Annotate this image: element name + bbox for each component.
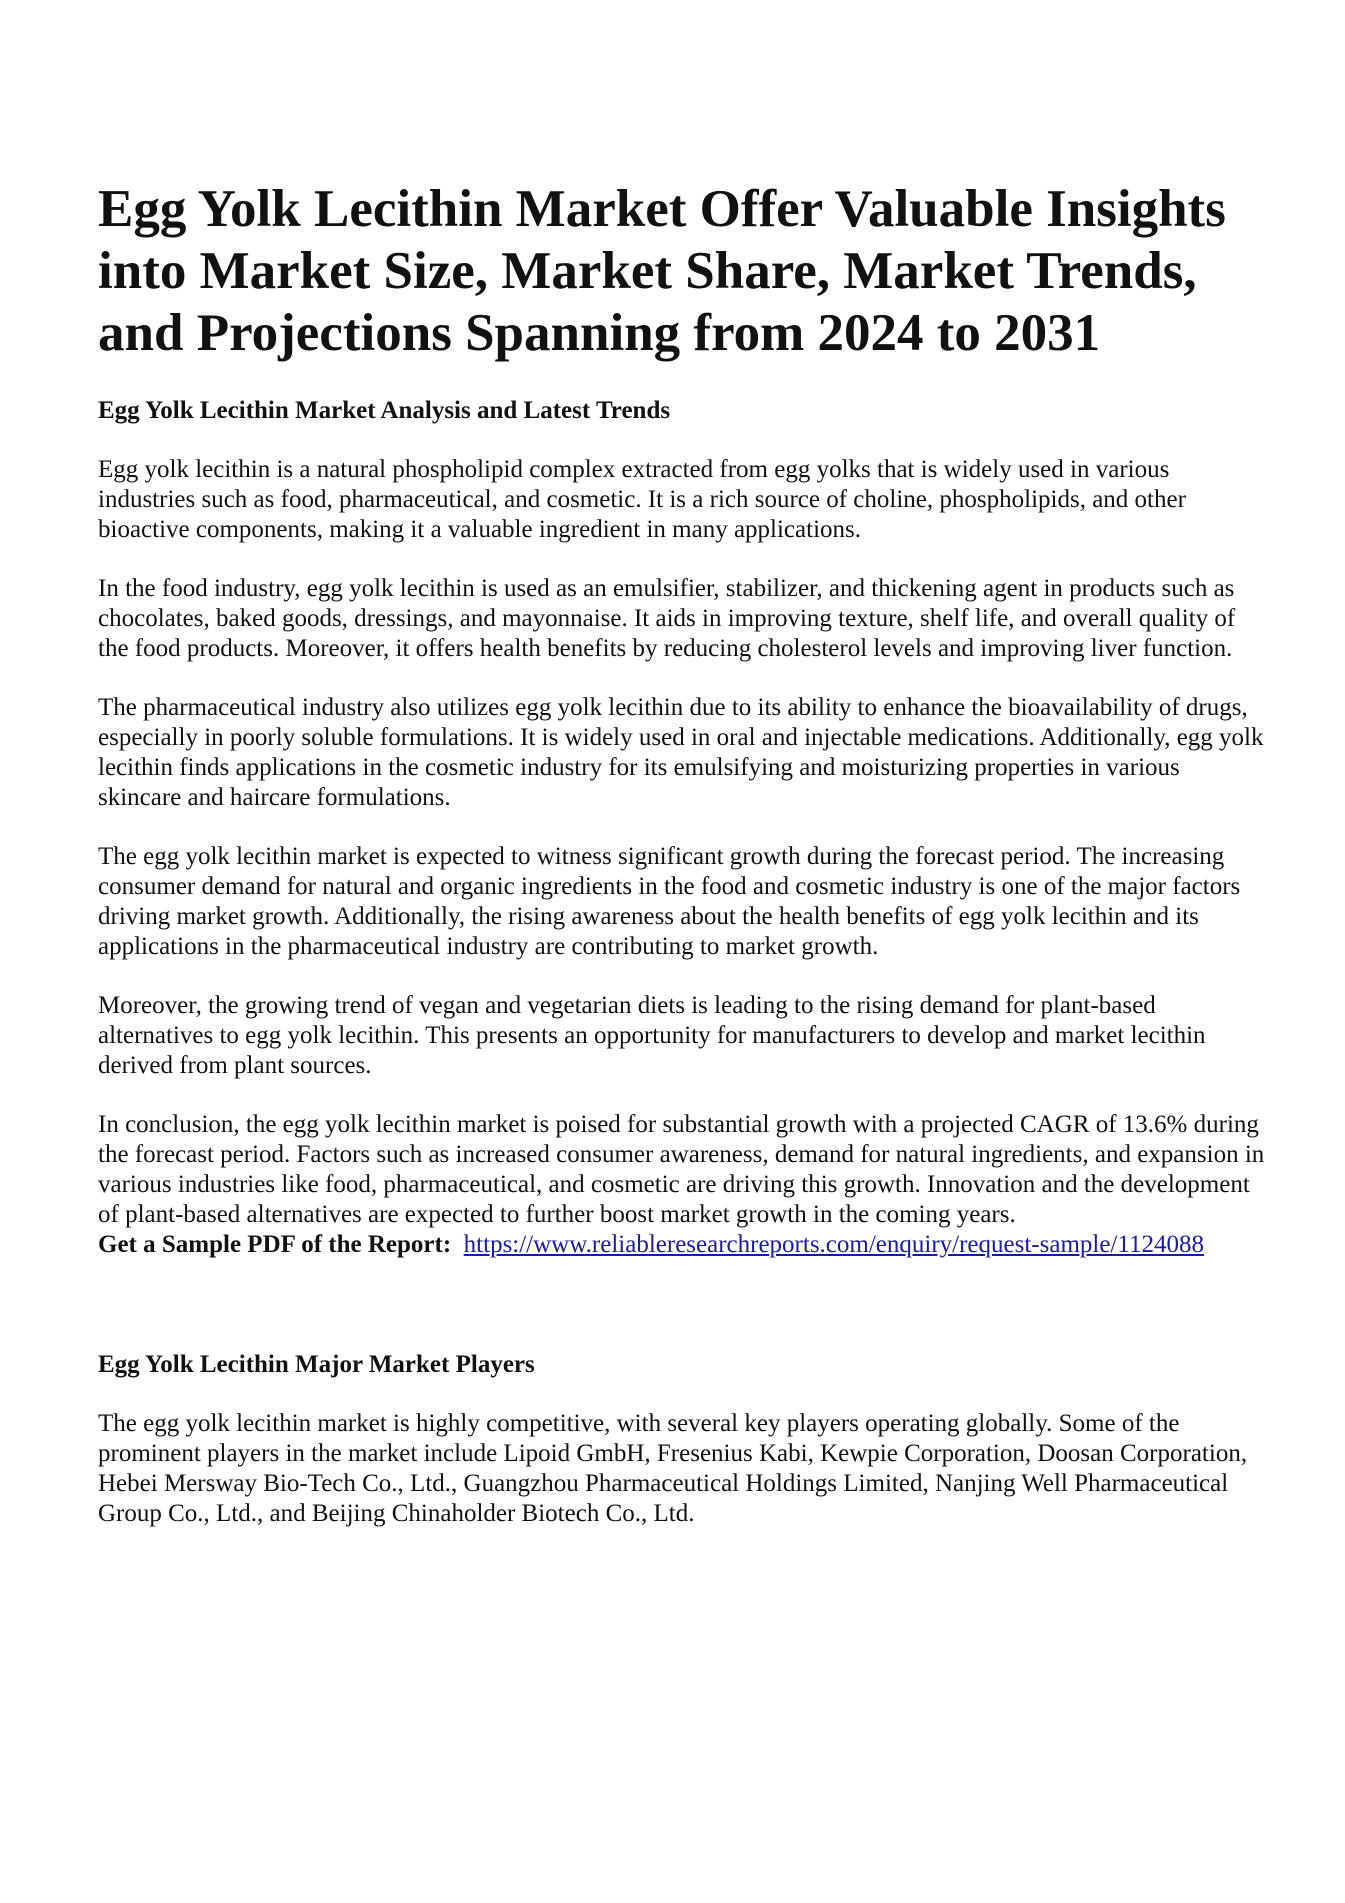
paragraph-food-industry: In the food industry, egg yolk lecithin is used as an emulsifier, stabilizer, and thickening agent in products such as chocolates, baked goods, dressings, and mayonnaise. It aids in improving texture, shelf life, and overall quality of the food products. Moreover, it offers health benefits by reducing cholesterol levels and improving liver function. (98, 575, 1236, 662)
paragraph-conclusion: In conclusion, the egg yolk lecithin market is poised for substantial growth with a projected CAGR of 13.6% during the forecast period. Factors such as increased consumer awareness, demand for natural ingredients, and expansion in various industries like food, pharmaceutical, and cosmetic are driving this growth. Innovation and the development of plant-based alternatives are expected to further boost market growth in the coming years. (98, 1111, 1265, 1228)
analysis-heading: Egg Yolk Lecithin Market Analysis and Latest Trends (98, 397, 671, 424)
paragraph-intro: Egg yolk lecithin is a natural phospholipid complex extracted from egg yolks that is widely used in various industries such as food, pharmaceutical, and cosmetic. It is a rich source of choline, phospholipids, and other bioactive components, making it a valuable ingredient in many applications. (98, 456, 1186, 543)
page-title: Egg Yolk Lecithin Market Offer Valuable Insights into Market Size, Market Share, Market Trends, and Projections Spanning from 2024 to 2031 (98, 180, 1226, 362)
sample-pdf-label: Get a Sample PDF of the Report: (98, 1231, 452, 1258)
players-heading: Egg Yolk Lecithin Major Market Players (98, 1351, 535, 1378)
sample-pdf-line (98, 1230, 1268, 1260)
sample-pdf-link[interactable]: https://www.reliableresearchreports.com/enquiry/request-sample/1124088 (463, 1231, 1204, 1258)
paragraph-players: The egg yolk lecithin market is highly competitive, with several key players operating globally. Some of the prominent players in the market include Lipoid GmbH, Fresenius Kabi, Kewpie Corporation, Doosan Corporation, Hebei Mersway Bio-Tech Co., Ltd., Guangzhou Pharmaceutical Holdings Limited, Nanjing Well Pharmaceutical Group Co., Ltd., and Beijing Chinaholder Biotech Co., Ltd. (98, 1410, 1248, 1527)
paragraph-market-growth: The egg yolk lecithin market is expected to witness significant growth during the forecast period. The increasing consumer demand for natural and organic ingredients in the food and cosmetic industry is one of the major factors driving market growth. Additionally, the rising awareness about the health benefits of egg yolk lecithin and its applications in the pharmaceutical industry are contributing to market growth. (98, 843, 1241, 960)
paragraph-pharmaceutical: The pharmaceutical industry also utilizes egg yolk lecithin due to its ability to enhance the bioavailability of drugs, especially in poorly soluble formulations. It is widely used in oral and injectable medications. Additionally, egg yolk lecithin finds applications in the cosmetic industry for its emulsifying and moisturizing properties in various skincare and haircare formulations. (98, 694, 1264, 811)
paragraph-vegan-trend: Moreover, the growing trend of vegan and vegetarian diets is leading to the rising demand for plant-based alternatives to egg yolk lecithin. This presents an opportunity for manufacturers to develop and market lecithin derived from plant sources. (98, 992, 1206, 1079)
document-page (98, 178, 1268, 1529)
